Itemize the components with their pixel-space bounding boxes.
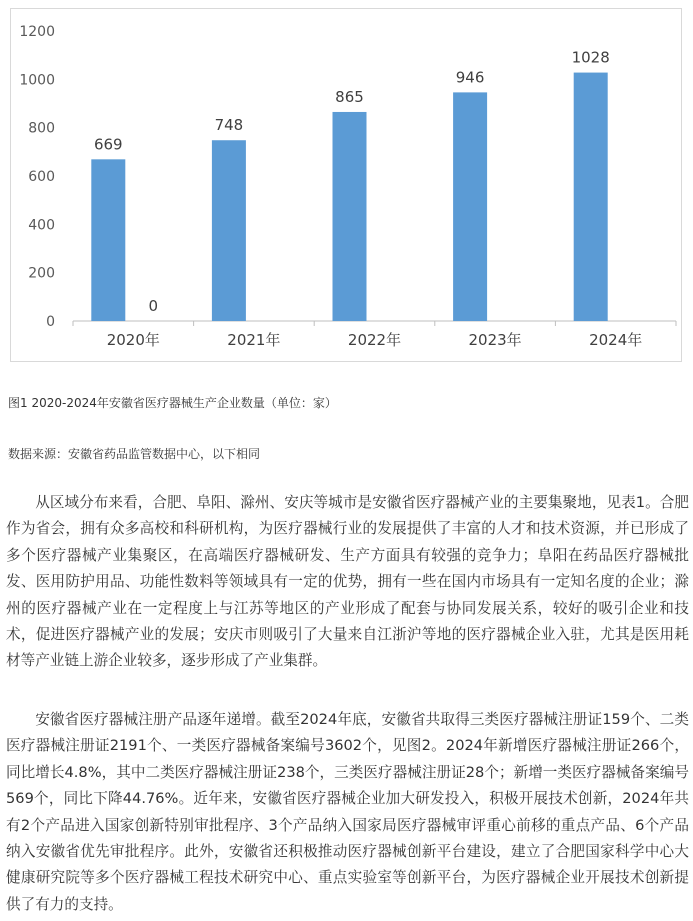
y-tick-label-5: 1000 — [19, 72, 55, 89]
bar-0-0 — [91, 159, 125, 321]
bar-0-2 — [333, 112, 367, 321]
data-label-0-3: 946 — [455, 68, 485, 87]
y-tick-label-3: 600 — [28, 169, 55, 185]
data-label-0-2: 865 — [335, 87, 364, 106]
y-tick-label-2: 400 — [28, 217, 55, 234]
x-tick-label-3: 2023年 — [468, 331, 522, 349]
x-tick-label-4: 2024年 — [589, 331, 643, 349]
paragraph-regional-distribution: 从区域分布来看，合肥、阜阳、滁州、安庆等城市是安徽省医疗器械产业的主要集聚地，见表1。合肥作为省会，拥有众多高校和科研机构，为医疗器械行业的发展提供了丰富的人才和技术资源，并已形成了多个医疗器械产业集聚区，在高端医疗器械研发、生产方面具有较强的竞争力；阜阳在药品医疗器械批发、医用防护用品、功能性数料等领域具有一定的优势，拥有一些在国内市场具有一定知名度的企业；滁州的医疗器械产业在一定程度上与江苏等地区的产业形成了配套与协同发展关系，较好的吸引企业和技术，促进医疗器械产业的发展；安庆市则吸引了大量来自江浙沪等地的医疗器械企业入驻，尤其是医用耗材等产业链上游企业较多，逐步形成了产业集群。 — [6, 494, 689, 670]
y-tick-label-0: 0 — [46, 314, 55, 330]
x-tick-label-0: 2020年 — [106, 331, 160, 349]
data-label-0-1: 748 — [214, 116, 244, 135]
data-label-1-0: 0 — [148, 297, 159, 315]
bar-chart — [10, 8, 682, 362]
y-tick-label-4: 800 — [28, 120, 55, 137]
figure-source: 数据来源：安徽省药品监管数据中心，以下相同 — [8, 447, 261, 461]
bar-0-4 — [574, 73, 608, 321]
figure-caption: 图1 2020-2024年安徽省医疗器械生产企业数量（单位：家） — [8, 396, 337, 410]
data-label-0-4: 1028 — [571, 48, 610, 67]
y-tick-label-1: 200 — [28, 265, 55, 282]
x-tick-label-1: 2021年 — [227, 331, 281, 349]
x-tick-label-2: 2022年 — [347, 331, 402, 349]
y-tick-label-6: 1200 — [19, 24, 55, 40]
paragraph-registration: 安徽省医疗器械注册产品逐年递增。截至2024年底，安徽省共取得三类医疗器械注册证159个、二类医疗器械注册证2191个、一类医疗器械备案编号3602个，见图2。2024年新增医疗器械注册证266个，同比增长4.8%，其中二类医疗器械注册证238个，三类医疗器械注册证28个；新增一类医疗器械备案编号569个，同比下降44.76%。近年来，安徽省医疗器械企业加大研发投入，积极开展技术创新，2024年共有2个产品进入国家创新特别审批程序、3个产品纳入国家局医疗器械审评重心前移的重点产品、6个产品纳入安徽省优先审批程序。此外，安徽省还积极推动医疗器械创新平台建设，建立了合肥国家科学中心大健康研究院等多个医疗器械工程技术研究中心、重点实验室等创新平台，为医疗器械企业开展技术创新提供了有力的支持。 — [6, 711, 689, 913]
bar-0-3 — [453, 92, 487, 321]
chart-svg — [11, 9, 683, 363]
data-label-0-0: 669 — [93, 135, 123, 154]
bar-0-1 — [212, 140, 246, 321]
